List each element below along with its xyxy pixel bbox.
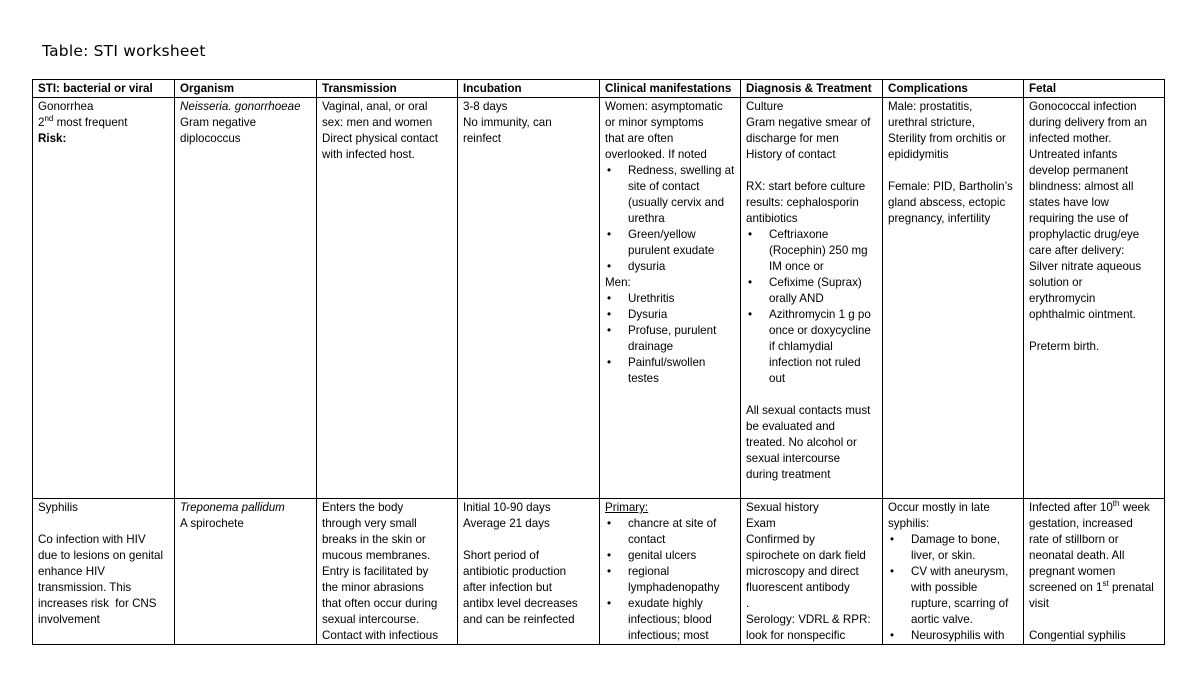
sti-table	[32, 79, 1165, 645]
cell-diagnosis: Sexual history Exam Confirmed by spirochete on dark field microscopy and direct fluorescent antibody . Serology: VDRL & RPR: look for nonspecific	[741, 499, 883, 645]
list-item: • Profuse, purulent drainage	[605, 323, 735, 355]
header-row	[33, 80, 1165, 98]
cell-clinical: Primary: • chancre at site of contact • genital ulcers • regional lymphadenopathy • exudate highly infectious; blood infectious; most	[600, 499, 741, 645]
list-item: • Urethritis	[605, 291, 735, 307]
page-title: Table: STI worksheet	[42, 42, 206, 60]
list-item: • CV with aneurysm, with possible rupture, scarring of aortic valve.	[888, 564, 1018, 628]
cell-incubation: 3-8 days No immunity, can reinfect	[458, 98, 600, 499]
cell-organism: Treponema pallidum A spirochete	[175, 499, 317, 645]
cell-fetal: Infected after 10th week gestation, increased rate of stillborn or neonatal death. All pregnant women screened on 1st prenatal visit Congential syphilis	[1024, 499, 1165, 645]
header-clinical: Clinical manifestations	[600, 80, 741, 98]
header-fetal: Fetal	[1024, 80, 1165, 98]
list-item: • exudate highly infectious; blood infectious; most	[605, 596, 735, 644]
cell-incubation: Initial 10-90 days Average 21 days Short period of antibiotic production after infection but antibx level decreases and can be reinfected	[458, 499, 600, 645]
list-item: • Ceftriaxone (Rocephin) 250 mg IM once or	[746, 227, 877, 275]
list-item: • Redness, swelling at site of contact (usually cervix and urethra	[605, 163, 735, 227]
header-sti: STI: bacterial or viral	[33, 80, 175, 98]
list-item: • Painful/swollen testes	[605, 355, 735, 387]
list-item: • regional lymphadenopathy	[605, 564, 735, 596]
header-transmission: Transmission	[317, 80, 458, 98]
table-row-syphilis	[33, 499, 1165, 645]
list-item: • chancre at site of contact	[605, 516, 735, 548]
list-item: • Cefixime (Suprax) orally AND	[746, 275, 877, 307]
header-diagnosis: Diagnosis & Treatment	[741, 80, 883, 98]
cell-fetal: Gonococcal infection during delivery from an infected mother. Untreated infants develop permanent blindness: almost all states have low requiring the use of prophylactic drug/eye care after delivery: Silver nitrate aqueous solution or erythromycin ophthalmic ointment. Preterm birth.	[1024, 98, 1165, 499]
table-row-gonorrhea	[33, 98, 1165, 499]
header-organism: Organism	[175, 80, 317, 98]
cell-clinical: Women: asymptomatic or minor symptoms that are often overlooked. If noted • Redness, swelling at site of contact (usually cervix and urethra • Green/yellow purulent exudate • dysuria Men: • Urethritis • Dysuria • Profuse, purulent drainage • Painful/swollen testes	[600, 98, 741, 499]
cell-sti: Syphilis Co infection with HIV due to lesions on genital enhance HIV transmission. This increases risk for CNS involvement	[33, 499, 175, 645]
list-item: • Neurosyphilis with	[888, 628, 1018, 644]
header-complications: Complications	[883, 80, 1024, 98]
list-item: • Damage to bone, liver, or skin.	[888, 532, 1018, 564]
cell-sti: Gonorrhea 2nd most frequent Risk:	[33, 98, 175, 499]
list-item: • Green/yellow purulent exudate	[605, 227, 735, 259]
cell-complications: Occur mostly in late syphilis: • Damage to bone, liver, or skin. • CV with aneurysm, with possible rupture, scarring of aortic valve. • Neurosyphilis with	[883, 499, 1024, 645]
cell-complications: Male: prostatitis, urethral stricture, Sterility from orchitis or epididymitis Female: PID, Bartholin’s gland abscess, ectopic pregnancy, infertility	[883, 98, 1024, 499]
list-item: • genital ulcers	[605, 548, 735, 564]
cell-diagnosis: Culture Gram negative smear of discharge for men History of contact RX: start before culture results: cephalosporin antibiotics • Ceftriaxone (Rocephin) 250 mg IM once or • Cefixime (Suprax) orally AND • Azithromycin 1 g po once or doxycycline if chlamydial infection not ruled out All sexual contacts must be evaluated and treated. No alcohol or sexual intercourse during treatment	[741, 98, 883, 499]
header-incubation: Incubation	[458, 80, 600, 98]
list-item: • Azithromycin 1 g po once or doxycycline if chlamydial infection not ruled out	[746, 307, 877, 387]
list-item: • Dysuria	[605, 307, 735, 323]
cell-organism: Neisseria. gonorrhoeae Gram negative diplococcus	[175, 98, 317, 499]
cell-transmission: Enters the body through very small breaks in the skin or mucous membranes. Entry is facilitated by the minor abrasions that often occur during sexual intercourse. Contact with infectious	[317, 499, 458, 645]
list-item: • dysuria	[605, 259, 735, 275]
cell-transmission: Vaginal, anal, or oral sex: men and women Direct physical contact with infected host.	[317, 98, 458, 499]
